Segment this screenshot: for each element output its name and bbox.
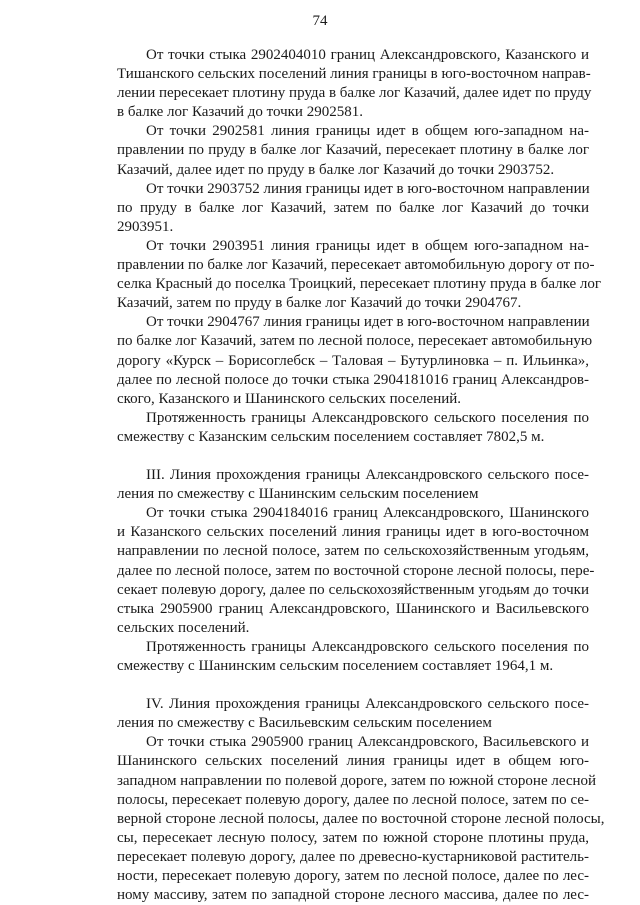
- paragraph: [117, 46, 592, 122]
- text-line: верной стороне лесной полосы, далее по восточной стороне лесной полосы,: [117, 810, 605, 827]
- text-line: III. Линия прохождения границы Александровского сельского посе-: [146, 467, 589, 484]
- paragraph: [117, 504, 595, 638]
- paragraph: [117, 180, 589, 237]
- text-line: ления по смежеству с Шанинским сельским поселением: [117, 486, 479, 503]
- text-line: сы, пересекает лесную полосу, затем по южной стороне плотины пруда,: [117, 829, 589, 846]
- text-line: смежеству с Казанским сельским поселением составляет 7802,5 м.: [117, 428, 545, 445]
- text-line: дорогу «Курск – Борисоглебск – Таловая – Бутурлиновка – п. Ильинка»,: [117, 352, 589, 369]
- text-line: и Казанского сельских поселений линия границы идет в юго-восточном: [117, 524, 589, 541]
- text-line: От точки стыка 2902404010 границ Александровского, Казанского и: [146, 47, 589, 63]
- text-line: пересекает полевую дорогу, далее по древесно-кустарниковой раститель-: [117, 848, 589, 865]
- paragraph: [117, 237, 602, 313]
- text-line: ному массиву, затем по западной стороне лесного массива, далее по лес-: [117, 887, 589, 904]
- text-line: правлении по пруду в балке лог Казачий, пересекает плотину в балке лог: [117, 142, 589, 159]
- text-line: в балке лог Казачий до точки 2902581.: [117, 104, 363, 121]
- text-line: IV. Линия прохождения границы Александровского сельского посе-: [146, 696, 589, 713]
- text-line: От точки 2902581 линия границы идет в общем юго-западном на-: [146, 123, 589, 140]
- text-line: лении пересекает плотину пруда в балке лог Казачий, далее идет по пруду: [117, 85, 592, 102]
- text-line: сельских поселений.: [117, 619, 250, 636]
- section-spacer: [117, 676, 589, 695]
- section-spacer: [117, 447, 589, 466]
- text-line: ского, Казанского и Шанинского сельских поселений.: [117, 390, 462, 407]
- paragraph: [117, 313, 593, 408]
- text-line: Протяженность границы Александровского сельского поселения по: [146, 409, 589, 426]
- text-line: От точки стыка 2904184016 границ Александровского, Шанинского: [146, 505, 589, 522]
- paragraph: [117, 409, 589, 447]
- page-number: 74: [312, 13, 328, 29]
- text-line: далее по лесной полосе до точки стыка 2904181016 границ Александров-: [117, 371, 589, 388]
- text-line: От точки 2903951 линия границы идет в общем юго-западном на-: [146, 237, 589, 254]
- text-line: смежеству с Шанинским сельским поселением составляет 1964,1 м.: [117, 658, 554, 674]
- text-line: направлении по лесной полосе, затем по сельскохозяйственным угодьям,: [117, 543, 589, 560]
- paragraph: [117, 638, 589, 676]
- paragraph: [117, 122, 589, 179]
- text-line: западном направлении по полевой дороге, затем по южной стороне лесной: [117, 772, 597, 789]
- text-line: Тишанского сельских поселений линия границы в юго-восточном направ-: [117, 66, 591, 83]
- text-line: по балке лог Казачий, затем по лесной полосе, пересекает автомобильную: [117, 333, 593, 350]
- text-line: От точки 2904767 линия границы идет в юго-восточном направлении: [146, 314, 590, 331]
- text-line: полосы, пересекает полевую дорогу, далее по лесной полосе, затем по се-: [117, 791, 589, 808]
- paragraph: [117, 695, 589, 733]
- document-body: [117, 46, 605, 905]
- text-line: Протяженность границы Александровского сельского поселения по: [146, 638, 589, 655]
- text-line: ности, пересекает полевую дорогу, затем по лесной полосе, далее по лес-: [117, 868, 589, 885]
- text-line: секает полевую дорогу, далее по сельскохозяйственным угодьям до точки: [117, 581, 589, 598]
- text-line: ления по смежеству с Васильевским сельским поселением: [117, 715, 492, 732]
- text-line: правлении по балке лог Казачий, пересекает автомобильную дорогу от по-: [117, 257, 595, 274]
- paragraph: [117, 733, 605, 905]
- text-line: далее по лесной полосе, затем по восточной стороне лесной полосы, пере-: [117, 562, 595, 579]
- text-line: 2903951.: [117, 218, 174, 235]
- text-line: Казачий, далее идет по пруду в балке лог Казачий до точки 2903752.: [117, 161, 555, 178]
- text-line: стыка 2905900 границ Александровского, Шанинского и Васильевского: [117, 600, 589, 617]
- text-line: Шанинского сельских поселений линия границы идет в общем юго-: [117, 753, 589, 770]
- text-line: От точки 2903752 линия границы идет в юго-восточном направлении: [146, 180, 590, 197]
- text-line: по пруду в балке лог Казачий, затем по балке лог Казачий до точки: [117, 199, 589, 216]
- paragraph: [117, 466, 589, 504]
- text-line: От точки стыка 2905900 границ Александровского, Васильевского и: [146, 734, 589, 751]
- text-line: селка Красный до поселка Троицкий, пересекает плотину пруда в балке лог: [117, 276, 602, 293]
- text-line: Казачий, затем по пруду в балке лог Казачий до точки 2904767.: [117, 295, 522, 312]
